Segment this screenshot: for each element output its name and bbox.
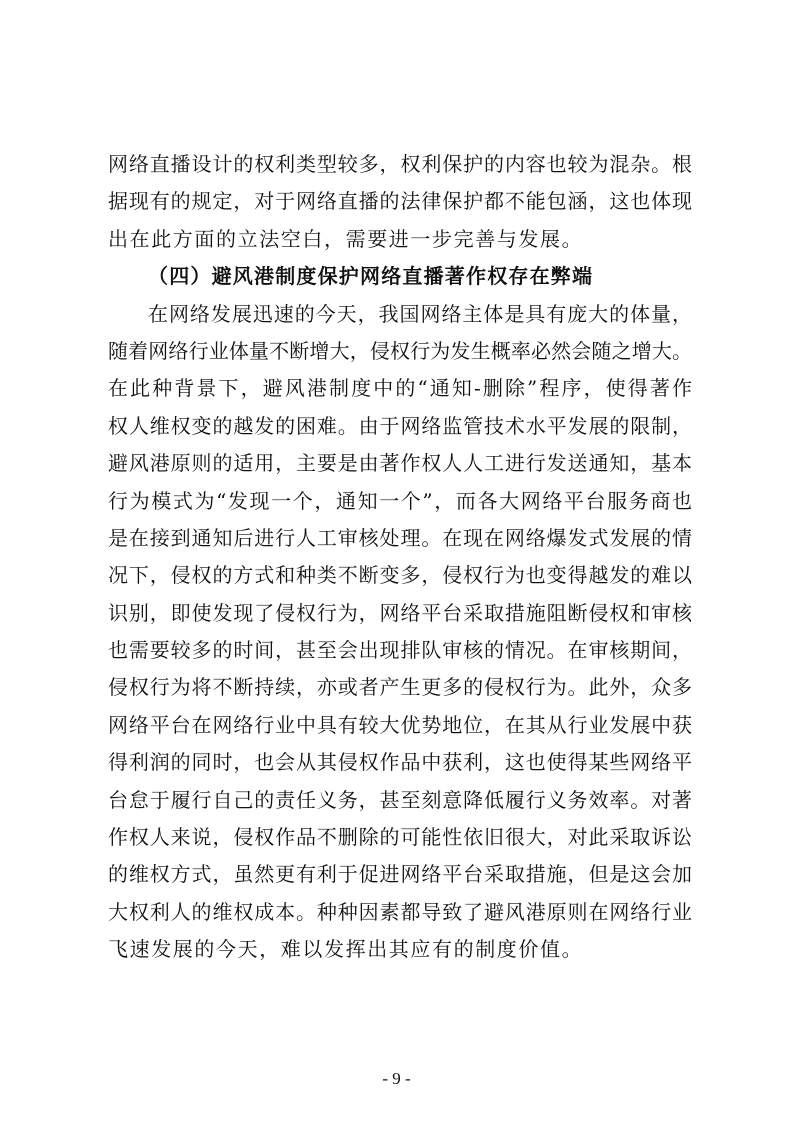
document-body: [108, 146, 692, 969]
paragraph-line: 网络平台在网络行业中具有较大优势地位，在其从行业发展中获: [108, 712, 692, 737]
paragraph-line: 飞速发展的今天，难以发挥出其应有的制度价值。: [108, 937, 584, 962]
paragraph-line: 作权人来说，侵权作品不删除的可能性依旧很大，对此采取诉讼: [108, 825, 692, 850]
paragraph-line: 侵权行为将不断持续，亦或者产生更多的侵权行为。此外，众多: [108, 675, 692, 700]
paragraph-line: 况下，侵权的方式和种类不断变多，侵权行为也变得越发的难以: [108, 563, 692, 588]
page-number: - 9 -: [382, 1069, 411, 1088]
paragraph-line: 是在接到通知后进行人工审核处理。在现在网络爆发式发展的情: [108, 525, 692, 550]
paragraph-line: 权人维权变的越发的困难。由于网络监管技术水平发展的限制，: [108, 413, 692, 438]
paragraph-line: 在网络发展迅速的今天，我国网络主体是具有庞大的体量，: [148, 301, 692, 326]
paragraph-line: 出在此方面的立法空白，需要进一步完善与发展。: [108, 226, 584, 251]
paragraph-line: 据现有的规定，对于网络直播的法律保护都不能包涵，这也体现: [108, 189, 692, 214]
paragraph-line: 网络直播设计的权利类型较多，权利保护的内容也较为混杂。根: [108, 152, 692, 176]
paragraph-line: 得利润的同时，也会从其侵权作品中获利，这也使得某些网络平: [108, 750, 692, 775]
paragraph-line: 也需要较多的时间，甚至会出现排队审核的情况。在审核期间，: [108, 638, 692, 663]
paragraph-line: 在此种背景下，避风港制度中的“通知-删除”程序，使得著作: [108, 376, 692, 401]
paragraph-line: 避风港原则的适用，主要是由著作权人人工进行发送通知，基本: [108, 451, 692, 476]
section-heading: （四）避风港制度保护网络直播著作权存在弊端: [148, 264, 594, 289]
paragraph-line: 的维权方式，虽然更有利于促进网络平台采取措施，但是这会加: [108, 862, 692, 887]
paragraph-line: 台怠于履行自己的责任义务，甚至刻意降低履行义务效率。对著: [108, 787, 692, 812]
paragraph-line: 识别，即使发现了侵权行为，网络平台采取措施阻断侵权和审核: [108, 600, 692, 625]
paragraph-line: 随着网络行业体量不断增大，侵权行为发生概率必然会随之增大。: [108, 338, 692, 363]
paragraph-line: 大权利人的维权成本。种种因素都导致了避风港原则在网络行业: [108, 899, 692, 924]
paragraph-line: 行为模式为“发现一个，通知一个”，而各大网络平台服务商也: [108, 488, 692, 513]
